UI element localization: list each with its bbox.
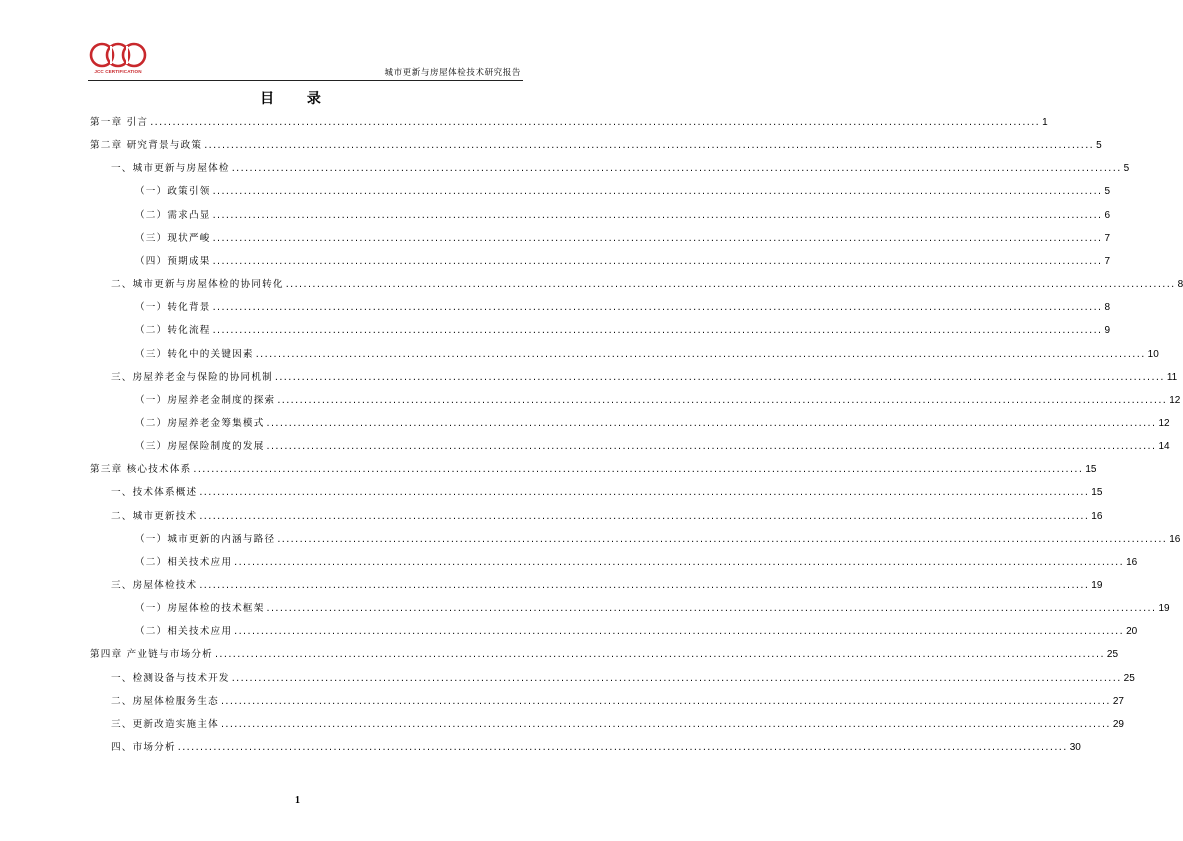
toc-entry[interactable] (135, 602, 1170, 616)
toc-entry-label: 一、城市更新与房屋体检 (111, 163, 230, 175)
toc-entry[interactable] (111, 162, 1130, 176)
toc-entry-page: 25 (1123, 672, 1135, 684)
toc-entry-label: 二、城市更新技术 (111, 510, 198, 522)
toc-entry[interactable] (135, 301, 1111, 315)
toc-entry[interactable] (111, 579, 1103, 593)
toc-entry-page: 5 (1104, 186, 1111, 198)
header-title: 城市更新与房屋体检技术研究报告 (384, 68, 521, 78)
toc-entry[interactable] (135, 255, 1111, 269)
toc-entry-label: （四）预期成果 (135, 255, 211, 267)
toc-entry[interactable] (135, 348, 1159, 362)
toc-entry-label: 一、检测设备与技术开发 (111, 672, 230, 684)
toc-entry-label: （二）相关技术应用 (135, 556, 233, 568)
page-number: 1 (295, 795, 300, 806)
toc-entry-page: 10 (1147, 348, 1159, 360)
toc-entry[interactable] (135, 625, 1138, 639)
toc-entry[interactable] (111, 278, 1183, 292)
toc-entry[interactable] (135, 209, 1111, 223)
toc-entry-label: 二、房屋体检服务生态 (111, 695, 219, 707)
toc-dot-leader: ........................................................................................................................................................................................................ (199, 580, 1090, 591)
toc-entry-page: 5 (1096, 140, 1102, 152)
toc-dot-leader: ........................................................................................................................................................................................................ (220, 695, 1111, 707)
toc-entry-label: （二）房屋养老金筹集模式 (135, 417, 265, 429)
toc-dot-leader: ........................................................................................................................................................................................................ (274, 371, 1165, 383)
toc-dot-leader: ........................................................................................................................................................................................................ (212, 186, 1103, 198)
toc-entry-page: 12 (1169, 394, 1181, 406)
toc-entry-label: （三）转化中的关键因素 (135, 348, 254, 360)
toc-dot-leader: ........................................................................................................................................................................................................ (220, 718, 1111, 730)
toc-entry-label: （一）房屋体检的技术框架 (135, 603, 265, 615)
toc-entry[interactable] (135, 185, 1111, 199)
toc-entry[interactable] (90, 648, 1119, 662)
toc-entry-page: 11 (1166, 371, 1178, 383)
toc-entry[interactable] (135, 394, 1181, 408)
toc-entry[interactable] (111, 672, 1135, 686)
toc-entry[interactable] (135, 556, 1138, 570)
toc-entry-page: 9 (1104, 325, 1111, 337)
toc-entry-page: 1 (1042, 117, 1048, 128)
toc-dot-leader: ........................................................................................................................................................................................................ (234, 556, 1125, 568)
toc-dot-leader: ........................................................................................................................................................................................................ (255, 348, 1146, 360)
toc-entry-page: 12 (1158, 417, 1170, 429)
toc-entry-label: 第二章 研究背景与政策 (90, 140, 203, 152)
toc-entry[interactable] (111, 741, 1081, 755)
toc-entry-page: 15 (1085, 464, 1097, 476)
toc-entry-page: 25 (1106, 649, 1119, 661)
jcc-logo-icon (88, 42, 148, 70)
toc-dot-leader: ........................................................................................................................................................................................................ (266, 603, 1157, 615)
toc-entry-label: 三、更新改造实施主体 (111, 718, 219, 730)
toc-dot-leader: ........................................................................................................................................................................................................ (193, 464, 1084, 476)
toc-entry[interactable] (111, 718, 1124, 732)
toc-dot-leader: ........................................................................................................................................................................................................ (212, 255, 1103, 267)
toc-entry-label: 四、市场分析 (111, 742, 176, 754)
toc-entry-label: 三、房屋养老金与保险的协同机制 (111, 371, 273, 383)
toc-dot-leader: ........................................................................................................................................................................................................ (277, 533, 1168, 545)
toc-entry-page: 27 (1112, 695, 1124, 707)
toc-entry-page: 7 (1104, 232, 1111, 244)
toc-entry-label: （三）现状严峻 (135, 232, 211, 244)
toc-entry-page: 6 (1104, 209, 1111, 221)
toc-entry[interactable] (111, 695, 1124, 709)
toc-entry-label: （二）需求凸显 (135, 209, 211, 221)
toc-dot-leader: ........................................................................................................................................................................................................ (234, 626, 1125, 638)
toc-dot-leader: ........................................................................................................................................................................................................ (212, 325, 1103, 337)
toc-entry-page: 7 (1104, 255, 1111, 267)
toc-entry-label: （一）城市更新的内涵与路径 (135, 533, 276, 545)
toc-dot-leader: ........................................................................................................................................................................................................ (285, 279, 1176, 291)
toc-entry[interactable] (135, 440, 1170, 454)
toc-entry[interactable] (135, 324, 1111, 338)
toc-dot-leader: ........................................................................................................................................................................................................ (277, 394, 1168, 406)
toc-entry-page: 14 (1158, 441, 1170, 453)
toc-entry[interactable] (135, 533, 1181, 547)
toc-entry-label: （一）转化背景 (135, 302, 211, 314)
toc-entry[interactable] (90, 463, 1097, 477)
toc-entry-page: 30 (1069, 742, 1081, 754)
toc-dot-leader: ........................................................................................................................................................................................................ (212, 302, 1103, 314)
toc-entry-label: （三）房屋保险制度的发展 (135, 441, 265, 453)
toc-entry-label: 第一章 引言 (90, 117, 149, 128)
toc-entry-label: 一、技术体系概述 (111, 487, 198, 499)
toc-entry-page: 8 (1177, 279, 1183, 291)
toc-entry-page: 29 (1112, 718, 1124, 730)
toc-entry-label: 三、房屋体检技术 (111, 580, 198, 591)
toc-entry-page: 5 (1123, 163, 1130, 175)
toc-dot-leader: ........................................................................................................................................................................................................ (212, 209, 1103, 221)
toc-entry[interactable] (111, 510, 1103, 524)
toc-entry-page: 16 (1126, 556, 1138, 568)
toc-entry[interactable] (135, 417, 1170, 431)
toc-dot-leader: ........................................................................................................................................................................................................ (266, 417, 1157, 429)
header-divider (88, 80, 523, 81)
toc-entry[interactable] (90, 139, 1102, 153)
toc-entry-label: （一）房屋养老金制度的探索 (135, 394, 276, 406)
toc-dot-leader: ........................................................................................................................................................................................................ (266, 441, 1157, 453)
toc-entry-label: （一）政策引领 (135, 186, 211, 198)
logo-text: JCC CERTIFICATION (94, 69, 142, 74)
toc-dot-leader: ........................................................................................................................................................................................................ (214, 649, 1105, 661)
toc-dot-leader: ........................................................................................................................................................................................................ (231, 672, 1122, 684)
toc-entry-page: 16 (1169, 533, 1181, 545)
toc-entry-label: （二）相关技术应用 (135, 626, 233, 638)
toc-dot-leader: ........................................................................................................................................................................................................ (204, 140, 1095, 152)
toc-dot-leader: ........................................................................................................................................................................................................ (150, 117, 1041, 128)
toc-dot-leader: ........................................................................................................................................................................................................ (212, 232, 1103, 244)
toc-entry-page: 20 (1126, 626, 1138, 638)
toc-entry-page: 16 (1091, 510, 1103, 522)
toc-entry-page: 19 (1091, 580, 1103, 591)
toc-entry-label: 第四章 产业链与市场分析 (90, 649, 213, 661)
toc-entry[interactable] (111, 486, 1103, 500)
toc-entry-label: （二）转化流程 (135, 325, 211, 337)
toc-entry-page: 15 (1091, 487, 1103, 499)
toc-dot-leader: ........................................................................................................................................................................................................ (199, 510, 1090, 522)
toc-entry[interactable] (111, 371, 1178, 385)
toc-entry[interactable] (90, 116, 1048, 130)
jcc-logo (88, 42, 148, 78)
toc-title: 目 录 (260, 91, 335, 107)
toc-dot-leader: ........................................................................................................................................................................................................ (231, 163, 1122, 175)
toc-entry-page: 19 (1158, 603, 1170, 615)
toc-entry-label: 第三章 核心技术体系 (90, 464, 192, 476)
toc-dot-leader: ........................................................................................................................................................................................................ (199, 487, 1090, 499)
toc-entry-label: 二、城市更新与房屋体检的协同转化 (111, 279, 284, 291)
toc-entry-page: 8 (1104, 302, 1111, 314)
toc-dot-leader: ........................................................................................................................................................................................................ (177, 742, 1068, 754)
toc-entry[interactable] (135, 232, 1111, 246)
